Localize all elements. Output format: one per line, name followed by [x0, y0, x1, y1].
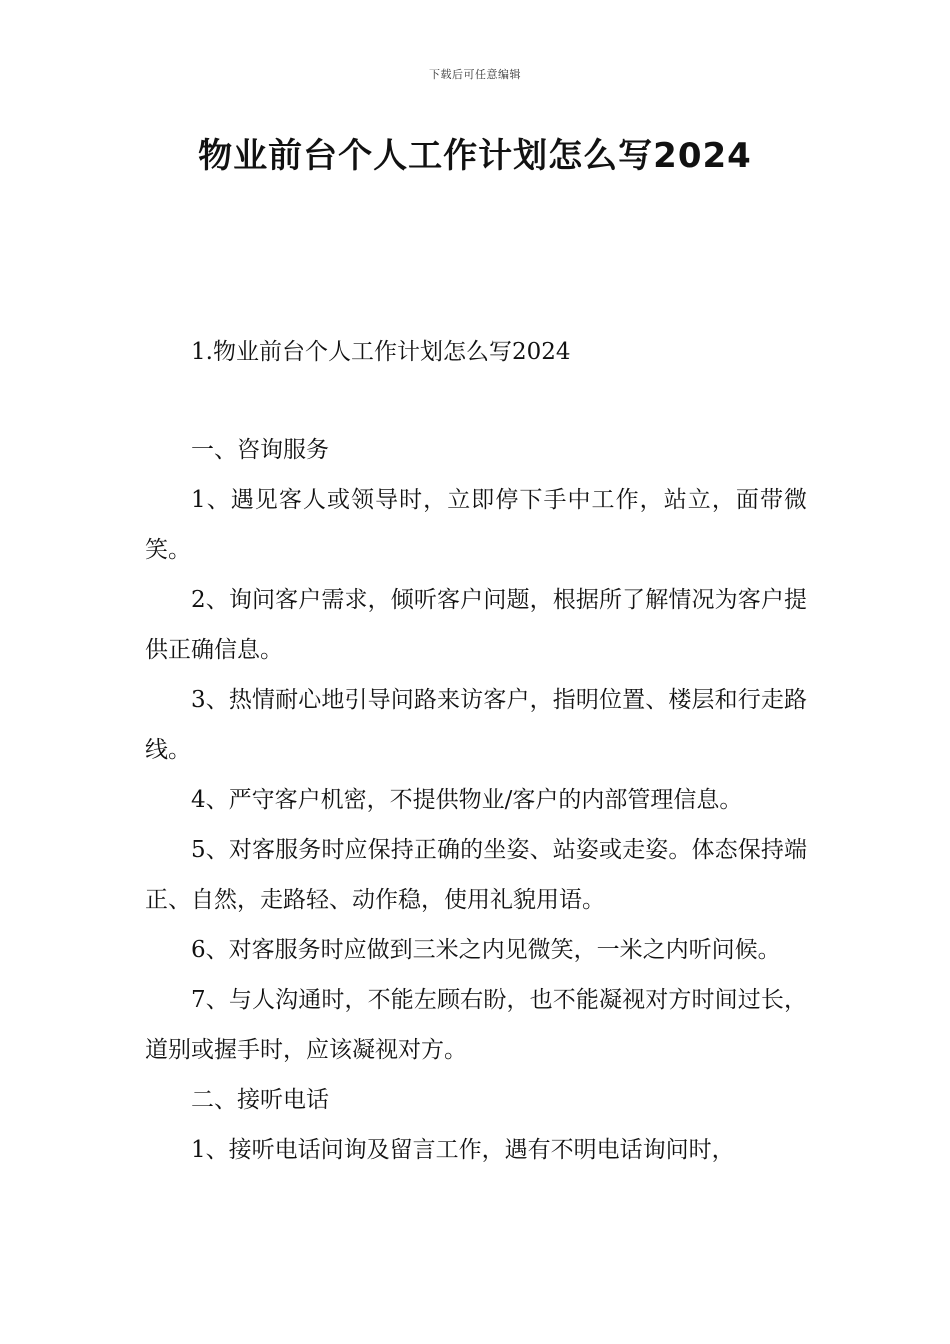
paragraph: 6、对客服务时应做到三米之内见微笑，一米之内听问候。 — [191, 937, 781, 963]
section-subtitle: 1.物业前台个人工作计划怎么写2024 — [191, 339, 571, 365]
paragraph: 2、询问客户需求，倾听客户问题，根据所了解情况为客户提供正确信息。 — [145, 587, 807, 663]
document-title: 物业前台个人工作计划怎么写2024 — [198, 136, 752, 176]
header-note: 下载后可任意编辑 — [429, 68, 521, 81]
document-body — [145, 327, 807, 1175]
paragraph: 3、热情耐心地引导问路来访客户，指明位置、楼层和行走路线。 — [145, 687, 807, 763]
paragraph: 1、遇见客人或领导时，立即停下手中工作，站立，面带微笑。 — [145, 487, 807, 563]
paragraph: 5、对客服务时应保持正确的坐姿、站姿或走姿。体态保持端正、自然，走路轻、动作稳，使用礼貌用语。 — [145, 837, 807, 913]
paragraph: 7、与人沟通时，不能左顾右盼，也不能凝视对方时间过长，道别或握手时，应该凝视对方。 — [145, 987, 807, 1063]
heading-phone-answering: 二、接听电话 — [191, 1087, 329, 1113]
heading-consulting-service: 一、咨询服务 — [191, 437, 329, 463]
paragraph: 1、接听电话问询及留言工作，遇有不明电话询问时， — [191, 1137, 735, 1163]
paragraph: 4、严守客户机密，不提供物业/客户的内部管理信息。 — [191, 787, 743, 813]
